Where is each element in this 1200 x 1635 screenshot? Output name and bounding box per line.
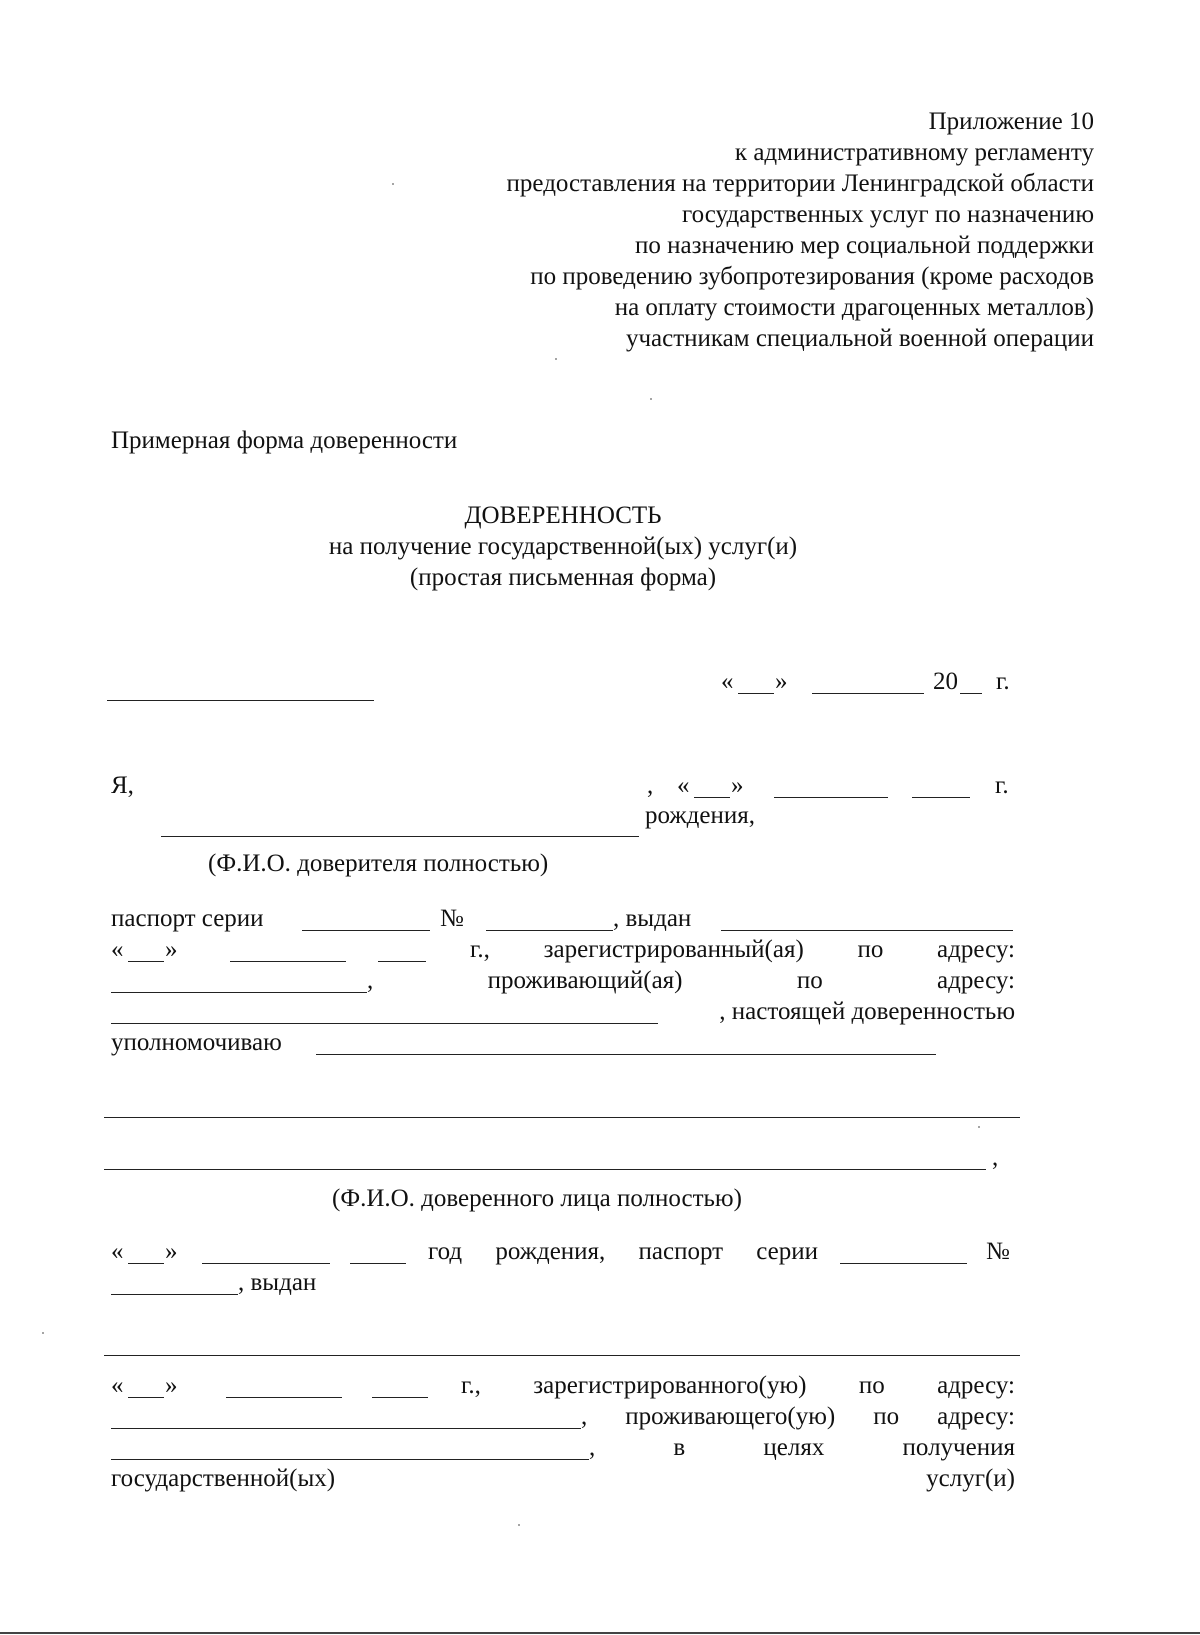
word: адресу:: [937, 936, 1015, 963]
form-label: Примерная форма доверенности: [111, 427, 458, 454]
issue-day-blank[interactable]: [128, 961, 164, 962]
word: в: [673, 1434, 686, 1461]
year-suffix: г.: [996, 668, 1010, 695]
registered-address-blank[interactable]: [111, 992, 367, 993]
issue-year-blank[interactable]: [378, 961, 426, 962]
quote-close: »: [165, 1372, 178, 1399]
agent-blank-2[interactable]: [104, 1117, 1020, 1118]
quote-close: »: [165, 936, 178, 963]
birth-day-blank[interactable]: [694, 797, 730, 798]
registered-row: [470, 934, 1015, 965]
year-abbrev: г.: [995, 772, 1009, 799]
word: ,: [589, 1434, 596, 1461]
living-address-blank[interactable]: [111, 1023, 658, 1024]
number-sign: №: [440, 905, 464, 932]
quote-close: »: [731, 772, 744, 799]
word: рождения,: [495, 1238, 606, 1265]
word: проживающего(ую): [625, 1403, 836, 1430]
agent-caption: (Ф.И.О. доверенного лица полностью): [332, 1185, 742, 1212]
agent-issue-year-blank[interactable]: [372, 1397, 428, 1398]
authorize-label: уполномочиваю: [111, 1029, 282, 1056]
header-line: предоставления на территории Ленинградской области: [506, 170, 1094, 197]
quote-close: »: [775, 668, 788, 695]
principal-name-blank[interactable]: [161, 836, 639, 837]
quote-close: »: [165, 1238, 178, 1265]
year-blank[interactable]: [960, 693, 982, 694]
agent-blank-1[interactable]: [316, 1054, 936, 1055]
birth-month-blank[interactable]: [774, 797, 888, 798]
agent-issued-by-blank[interactable]: [104, 1355, 1020, 1356]
state-services-word: государственной(ых): [111, 1465, 336, 1492]
agent-birth-month-blank[interactable]: [202, 1263, 330, 1264]
quote-open: «: [721, 668, 734, 695]
agent-passport-series-blank[interactable]: [840, 1263, 967, 1264]
issued-label: , выдан: [238, 1269, 317, 1296]
header-line: участникам специальной военной операции: [625, 325, 1094, 352]
word: ,: [581, 1403, 588, 1430]
place-blank[interactable]: [107, 700, 374, 701]
services-word: услуг(и): [926, 1465, 1015, 1492]
agent-registered-row: [461, 1370, 1015, 1401]
year-prefix: 20: [933, 668, 958, 695]
agent-passport-number-blank[interactable]: [111, 1294, 238, 1295]
purpose-row: [589, 1432, 1015, 1463]
comma: ,: [647, 772, 654, 799]
principal-i: Я,: [111, 772, 134, 799]
agent-issue-day-blank[interactable]: [128, 1397, 164, 1398]
comma: ,: [992, 1144, 999, 1171]
word: серии: [756, 1238, 818, 1265]
quote-open: «: [677, 772, 690, 799]
word: г.,: [461, 1372, 481, 1399]
scan-speck: [518, 1524, 520, 1526]
quote-open: «: [111, 1372, 124, 1399]
scan-speck: [555, 358, 557, 360]
living-row: [367, 965, 1015, 996]
header-line: Приложение 10: [928, 108, 1094, 135]
agent-birth-day-blank[interactable]: [128, 1263, 164, 1264]
issued-by-blank[interactable]: [721, 930, 1013, 931]
agent-living-row: [581, 1401, 1015, 1432]
title-sub: на получение государственной(ых) услуг(и): [328, 533, 798, 560]
birth-year-blank[interactable]: [912, 797, 970, 798]
word: ,: [367, 967, 374, 994]
quote-open: «: [111, 1238, 124, 1265]
day-blank[interactable]: [738, 693, 774, 694]
principal-caption: (Ф.И.О. доверителя полностью): [208, 850, 549, 877]
agent-birth-year-blank[interactable]: [350, 1263, 406, 1264]
word: зарегистрированного(ую): [533, 1372, 807, 1399]
agent-living-address-blank[interactable]: [111, 1459, 589, 1460]
this-power-of-attorney: , настоящей доверенностью: [719, 998, 1015, 1025]
header-line: по проведению зубопротезирования (кроме расходов: [530, 263, 1094, 290]
word: по: [857, 936, 884, 963]
agent-issue-month-blank[interactable]: [226, 1397, 342, 1398]
word: адресу:: [937, 1403, 1015, 1430]
word: зарегистрированный(ая): [543, 936, 804, 963]
word: год: [428, 1238, 463, 1265]
passport-series-blank[interactable]: [302, 930, 430, 931]
word: целях: [763, 1434, 825, 1461]
agent-blank-3[interactable]: [104, 1169, 986, 1170]
word: по: [873, 1403, 900, 1430]
scan-speck: [978, 1126, 980, 1128]
passport-series-label: паспорт серии: [111, 905, 264, 932]
title-sub-form: (простая письменная форма): [409, 564, 717, 591]
title-main: ДОВЕРЕННОСТЬ: [464, 502, 662, 529]
word: получения: [902, 1434, 1015, 1461]
quote-open: «: [111, 936, 124, 963]
header-line: государственных услуг по назначению: [682, 201, 1094, 228]
month-blank[interactable]: [812, 693, 924, 694]
word: по: [796, 967, 823, 994]
header-line: на оплату стоимости драгоценных металлов): [614, 294, 1094, 321]
word: адресу:: [937, 967, 1015, 994]
scan-speck: [42, 1332, 44, 1334]
passport-number-blank[interactable]: [486, 930, 613, 931]
header-line: к административному регламенту: [734, 139, 1094, 166]
number-sign: №: [986, 1238, 1010, 1265]
agent-registered-address-blank[interactable]: [111, 1428, 581, 1429]
scan-speck: [650, 398, 652, 400]
scan-edge: [0, 1632, 1200, 1634]
word: г.,: [470, 936, 490, 963]
birth-word: рождения,: [645, 802, 755, 829]
word: паспорт: [638, 1238, 724, 1265]
issue-month-blank[interactable]: [230, 961, 346, 962]
word: проживающий(ая): [487, 967, 683, 994]
issued-label: , выдан: [613, 905, 692, 932]
scan-speck: [392, 183, 394, 185]
word: по: [858, 1372, 885, 1399]
agent-birth-row: [428, 1236, 818, 1267]
header-line: по назначению мер социальной поддержки: [634, 232, 1094, 259]
word: адресу:: [937, 1372, 1015, 1399]
